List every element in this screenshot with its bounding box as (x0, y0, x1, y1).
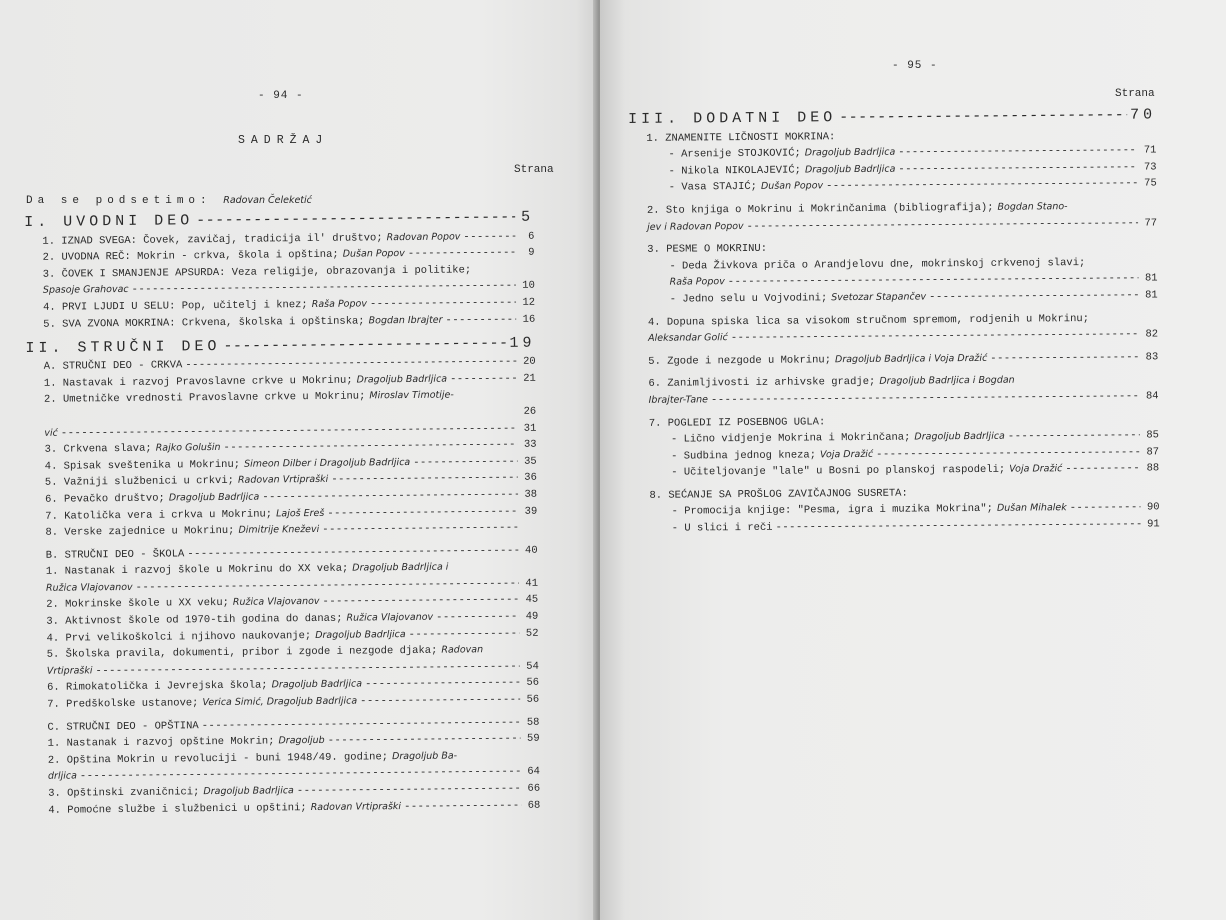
toc-page-number: 90 (1146, 501, 1160, 514)
toc-page-number: 40 (524, 544, 538, 557)
toc-entry-title: B. STRUČNI DEO - ŠKOLA (45, 548, 185, 562)
toc-entry-title: 7. POGLEDI IZ POSEBNOG UGLA: (648, 415, 826, 430)
toc-entry-title (647, 221, 744, 234)
toc-entry-author: Bogdan Ibrajter (368, 314, 443, 326)
toc-page-number: 56 (526, 677, 540, 690)
toc-leader-dashes (297, 783, 521, 797)
toc-entry-author: Radovan Vrtipraški (237, 474, 329, 487)
toc-page-number: 81 (1144, 272, 1158, 285)
toc-page-number: 82 (1145, 328, 1159, 341)
toc-entry-author: Bogdan Stano- (997, 201, 1068, 213)
toc-entry-title (46, 582, 133, 595)
toc-section-heading (628, 97, 1156, 128)
toc-entry-title (648, 332, 728, 345)
toc-page-number: 20 (522, 355, 536, 368)
left-strana-label: Strana (514, 164, 554, 176)
toc-entry-author: Voja Dražić (1009, 463, 1063, 475)
toc-entry-title: 4. Pomoćne službe i službenici u opštini; Radovan Vrtipraški (48, 800, 402, 817)
toc-page-number: 35 (524, 455, 537, 468)
toc-leader-dashes (1070, 502, 1141, 515)
left-page-number: - 94 - (258, 90, 304, 102)
toc-leader-dashes (223, 335, 506, 355)
toc-leader-dashes (1065, 463, 1140, 476)
toc-entry-author: Dragoljub Badrljica (914, 430, 1005, 443)
toc-entry-author: vić (44, 427, 58, 439)
toc-page-number: 10 (522, 280, 535, 293)
toc-leader-dashes (360, 694, 520, 708)
toc-leader-dashes (322, 594, 519, 608)
toc-entry-title: - Učiteljovanje "lale" u Bosni po planskoj raspodeli; Voja Dražić (671, 463, 1063, 479)
toc-page-number: 91 (1147, 518, 1160, 531)
toc-entry-title: 3. Opštinski zvaničnici; Dragoljub Badrljica (48, 785, 294, 800)
toc-entry-author: Ružica Vlajovanov (346, 611, 434, 624)
toc-page-number: 71 (1143, 144, 1157, 157)
toc-leader-dashes (775, 519, 1140, 534)
toc-page-number: 12 (522, 296, 536, 309)
right-strana-label: Strana (1115, 88, 1155, 100)
toc-page-number: 5 (521, 208, 535, 226)
toc-entry-author: Radovan Popov (386, 231, 461, 243)
toc-leader-dashes (331, 472, 518, 486)
toc-leader-dashes (322, 522, 518, 536)
toc-entry-author: Voja Dražić (819, 448, 874, 461)
toc-entry-title: 2. UVODNA REČ: Mokrin - crkva, škola i opština; Dušan Popov (42, 248, 405, 264)
toc-entry-author: Dragoljub Badrljica (168, 491, 260, 504)
toc-leader-dashes (839, 107, 1127, 127)
intro-author: Radovan Čeleketić (223, 195, 312, 206)
toc-entry-author: Simeon Dilber i Dragoljub Badrljica (244, 456, 411, 470)
toc-page-number: 19 (509, 334, 536, 352)
toc-leader-dashes (370, 297, 516, 311)
toc-entry-title (649, 394, 708, 407)
toc-entry-author: Dragoljub Badrljica (804, 163, 896, 176)
toc-leader-dashes (1008, 430, 1140, 443)
toc-title: SADRŽAJ (238, 134, 329, 147)
toc-entry-author: Dimitrije Kneževi (238, 524, 320, 536)
toc-entry-author: Dragoljub Ba- (392, 750, 458, 762)
toc-entry-author: Rajko Golušin (155, 442, 221, 454)
toc-entry-title: - Sudbina jednog kneza; Voja Dražić (671, 448, 874, 463)
toc-entry-author: Raša Popov (669, 276, 725, 288)
toc-page-number: 33 (523, 438, 537, 451)
toc-entry-title: A. STRUČNI DEO - CRKVA (43, 359, 183, 373)
toc-page-number: 70 (1130, 106, 1157, 124)
toc-entry-author: Dragoljub Badrljica i Bogdan (879, 374, 1015, 388)
toc-page-number: 21 (523, 372, 536, 385)
toc-entry-author: Spasoje Grahovac (42, 284, 129, 297)
intro-label: Da se podsetimo: (26, 195, 212, 207)
toc-entry-title: - Deda Živkova priča o Arandjelovu dne, mokrinskoj crkvenoj slavi; (669, 256, 1086, 273)
toc-page-number: 6 (527, 230, 535, 243)
right-toc-list (628, 97, 1160, 535)
toc-page-number: 52 (525, 627, 539, 640)
toc-entry-author: Dušan Popov (342, 248, 405, 260)
toc-page-number: 87 (1146, 446, 1160, 459)
toc-entry-author: Dragoljub Badrljica (804, 146, 896, 159)
toc-entry-title: 6. Zanimljivosti iz arhivske gradje; Dragoljub Badrljica i Bogdan (648, 374, 1015, 391)
toc-entry-title: - U slici i reči (671, 521, 773, 535)
toc-entry-title: C. STRUČNI DEO - OPŠTINA (47, 719, 199, 734)
toc-page-number: 68 (527, 799, 541, 812)
toc-entry-author: Miroslav Timotije- (369, 389, 454, 402)
toc-entry-title: II. STRUČNI DEO (25, 337, 221, 357)
toc-entry-title: 1. Nastanak i razvoj škole u Mokrinu do XX veka; Dragoljub Badrljica i (45, 561, 449, 579)
toc-entry-author: Dragoljub (278, 735, 325, 747)
toc-page-number: 38 (524, 488, 538, 501)
toc-leader-dashes (450, 373, 517, 386)
toc-entry-author: Vrtipraški (46, 665, 93, 677)
toc-entry-title (670, 277, 725, 289)
toc-entry-title: 5. Školska pravila, dokumenti, pribor i zgode i nezgode djaka; Radovan (46, 644, 484, 662)
toc-entry-author: Dragoljub Badrljica i Voja Dražić (834, 352, 988, 365)
toc-leader-dashes (747, 217, 1139, 232)
toc-page-number: 85 (1146, 429, 1159, 442)
toc-entry-title: 2. Opština Mokrin u revoluciji - buni 1948/49. godine; Dragoljub Ba- (47, 750, 458, 767)
toc-entry-author: Svetozar Stapančev (831, 291, 927, 304)
toc-entry-author: Radovan Vrtipraški (310, 800, 402, 813)
toc-entry-author: Dušan Popov (760, 180, 824, 193)
toc-page-number: 73 (1143, 161, 1157, 174)
toc-page-number: 41 (525, 577, 539, 590)
toc-entry-author: Lajoš Ereš (276, 507, 325, 519)
toc-leader-dashes (408, 247, 516, 260)
toc-entry-title (48, 771, 77, 783)
toc-entry-author: Ružica Vlajovanov (232, 596, 320, 609)
left-page (0, 0, 600, 920)
toc-page-number: 88 (1146, 462, 1160, 475)
toc-entry-author: Dragoljub Badrljica (356, 373, 448, 386)
toc-entry-title: - Promocija knjige: "Pesma, igra i muzika Mokrina"; Dušan Mihalek (671, 502, 1067, 519)
toc-leader-dashes (876, 446, 1140, 460)
toc-entry-title: III. DODATNI DEO (628, 109, 837, 128)
toc-section-heading (24, 200, 534, 231)
toc-page-number: 64 (527, 766, 541, 779)
toc-leader-dashes (365, 677, 520, 691)
toc-entry-title: - Vasa STAJIĆ; Dušan Popov (668, 180, 824, 195)
toc-entry-title: 6. Rimokatolička i Jevrejska škola; Dragoljub Badrljica (46, 678, 363, 695)
toc-entry-title: 2. Mokrinske škole u XX veku; Ružica Vlajovanov (46, 596, 320, 612)
toc-entry-title: - Arsenije STOJKOVIĆ; Dragoljub Badrljica (668, 146, 896, 161)
toc-leader-dashes (196, 209, 515, 229)
toc-entry-title: 7. Predškolske ustanove; Verica Simić, Dragoljub Badrljica (47, 695, 358, 711)
toc-entry-title: 3. Aktivnost škole od 1970-tih godina do danas; Ružica Vlajovanov (46, 611, 434, 628)
toc-page-number: 49 (525, 610, 539, 623)
left-toc-list (24, 200, 540, 817)
toc-page-number: 31 (523, 422, 537, 435)
toc-entry-author: Raša Popov (311, 298, 367, 310)
toc-entry-title (43, 284, 129, 297)
toc-entry-author: jev i Radovan Popov (647, 220, 744, 233)
toc-page-number: 77 (1144, 216, 1158, 230)
toc-leader-dashes (929, 289, 1139, 303)
toc-leader-dashes (463, 230, 515, 243)
toc-leader-dashes (826, 178, 1138, 193)
toc-leader-dashes (413, 456, 518, 469)
toc-page-number: 59 (526, 732, 540, 745)
toc-leader-dashes (711, 390, 1140, 406)
toc-leader-dashes (731, 329, 1139, 345)
toc-leader-dashes (327, 505, 518, 519)
toc-page-number: 84 (1145, 390, 1159, 403)
toc-entry-title: 8. SEĆANJE SA PROŠLOG ZAVIČAJNOG SUSRETA: (649, 487, 908, 502)
toc-entry-title: 3. ČOVEK I SMANJENJE APSURDA: Veza religije, obrazovanja i politike; (42, 264, 472, 281)
toc-leader-dashes (404, 799, 521, 812)
toc-leader-dashes (898, 161, 1137, 175)
toc-entry-author: Dragoljub Badrljica (203, 785, 294, 798)
toc-entry-author: Radovan (441, 644, 484, 656)
toc-entry-title: 1. ZNAMENITE LIČNOSTI MOKRINA: (646, 130, 836, 145)
toc-leader-dashes (409, 627, 520, 640)
toc-page-number: 56 (526, 693, 540, 706)
toc-entry-title: 5. SVA ZVONA MOKRINA: Crkvena, školska i opštinska; Bogdan Ibrajter (43, 314, 443, 331)
toc-page-number: 45 (525, 594, 539, 607)
toc-page-number: 36 (524, 471, 537, 485)
toc-page-number: 58 (526, 716, 540, 729)
toc-entry-title: 1. Nastanak i razvoj opštine Mokrin; Dragoljub (47, 735, 325, 751)
toc-entry-title: 1. IZNAD SVEGA: Čovek, zavičaj, tradicija il' društvo; Radovan Popov (42, 231, 461, 248)
right-page-number: - 95 - (892, 60, 938, 72)
toc-entry-title: 4. Dopuna spiska lica sa visokom stručnom spremom, rodjenih u Mokrinu; (647, 312, 1090, 329)
toc-page-number: 39 (524, 505, 538, 518)
toc-entry-title: 4. PRVI LJUDI U SELU: Pop, učitelj i knez; Raša Popov (43, 298, 367, 314)
toc-entry-title (44, 427, 58, 439)
toc-entry-title: I. UVODNI DEO (24, 212, 194, 231)
toc-page-number: 54 (526, 660, 539, 673)
toc-entry-title: 5. Zgode i nezgode u Mokrinu; Dragoljub Badrljica i Voja Dražić (648, 352, 988, 368)
toc-entry-title: 5. Važniji službenici u crkvi; Radovan Vrtipraški (44, 474, 329, 490)
toc-entry-author: Dragoljub Badrljica (315, 628, 406, 641)
toc-entry-title: 6. Pevačko društvo; Dragoljub Badrljica (45, 491, 260, 506)
toc-entry-title: 8. Verske zajednice u Mokrinu; Dimitrije Kneževi (45, 524, 320, 539)
toc-page-number: 75 (1144, 177, 1157, 190)
toc-entry-author: Dragoljub Badrljica (271, 678, 363, 691)
toc-section-heading (25, 325, 535, 356)
toc-leader-dashes (328, 733, 521, 747)
toc-leader-dashes (436, 611, 519, 624)
toc-leader-dashes (445, 313, 516, 326)
right-page (600, 0, 1226, 920)
toc-entry-title: - Jedno selu u Vojvodini; Svetozar Stapančev (669, 291, 927, 306)
toc-entry-title: 7. Katolička vera i crkva u Mokrinu; Lajoš Ereš (45, 507, 325, 523)
toc-entry-title: 1. Nastavak i razvoj Pravoslavne crkve u Mokrinu; Dragoljub Badrljica (43, 373, 448, 390)
toc-leader-dashes (898, 145, 1137, 159)
toc-page-number: 83 (1145, 351, 1159, 364)
toc-entry (630, 347, 1158, 368)
toc-entry-title: 2. Sto knjiga o Mokrinu i Mokrinčanima (bibliografija); Bogdan Stano- (646, 201, 1068, 217)
toc-entry-title: - Lično vidjenje Mokrina i Mokrinčana; Dragoljub Badrljica (670, 430, 1005, 446)
toc-entry-author: Dragoljub Badrljica i (352, 561, 449, 574)
toc-page-number: 16 (522, 313, 536, 326)
toc-entry-title: 4. Prvi velikoškolci i njihovo naukovanje; Dragoljub Badrljica (46, 628, 406, 645)
toc-entry-author: drljica (47, 770, 77, 783)
toc-leader-dashes (990, 351, 1139, 364)
toc-entry-author: Ružica Vlajovanov (45, 581, 133, 594)
toc-entry-author: Verica Simić, Dragoljub Badrljica (202, 695, 358, 709)
toc-entry-author: Dušan Mihalek (996, 502, 1067, 515)
toc-page-number: 9 (528, 246, 535, 259)
toc-entry-author: Ibrajter-Tane (648, 394, 709, 406)
toc-entry-author: Aleksandar Golić (648, 332, 728, 344)
toc-entry-title (47, 665, 93, 677)
toc-entry-title: - Nikola NIKOLAJEVIĆ; Dragoljub Badrljica (668, 163, 896, 178)
toc-entry-title: 3. PESME O MOKRINU: (647, 242, 768, 256)
toc-entry-title: 4. Spisak sveštenika u Mokrinu; Simeon Dilber i Dragoljub Badrljica (44, 456, 411, 473)
toc-entry-title: 2. Umetničke vrednosti Pravoslavne crkve u Mokrinu; Miroslav Timotije- (43, 389, 454, 407)
toc-page-number: 66 (527, 782, 541, 795)
toc-page-number: 81 (1145, 289, 1158, 302)
toc-page-number: 26 (523, 405, 537, 418)
toc-entry-title: 3. Crkvena slava; Rajko Golušin (44, 442, 221, 456)
